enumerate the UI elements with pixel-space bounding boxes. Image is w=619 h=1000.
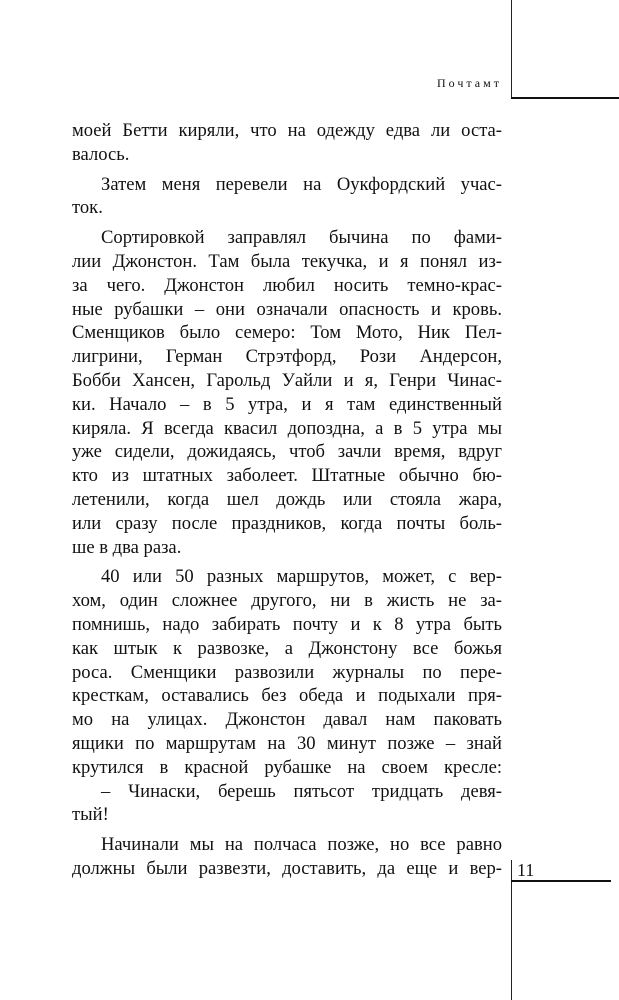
text-line: моей Бетти киряли, что на одежду едва ли оста- (72, 120, 502, 141)
text-line: за чего. Джонстон любил носить темно-крас- (72, 274, 502, 296)
text-line: ные рубашки – они означали опасность и кровь. (72, 298, 502, 320)
text-line: тый! (72, 804, 109, 826)
text-line: валось. (72, 143, 130, 165)
text-line: должны были развезти, доставить, да еще и вер- (72, 857, 502, 879)
text-line: летенили, когда шел дождь или стояла жара, (72, 488, 502, 510)
text-line: Бобби Хансен, Гарольд Уайли и я, Генри Чинас- (72, 369, 502, 391)
text-line: ток. (72, 197, 103, 219)
text-line: роса. Сменщики развозили журналы по пере- (72, 661, 502, 683)
text-line: – Чинаски, берешь пятьсот тридцать девя- (101, 780, 502, 802)
page-number: 11 (517, 860, 535, 880)
text-line: ящики по маршрутам на 30 минут позже – знай (72, 732, 502, 754)
text-line: Сортировкой заправлял бычина по фами- (101, 227, 502, 249)
text-line: помнишь, надо забирать почту и к 8 утра быть (72, 613, 502, 635)
text-line: или сразу после праздников, когда почты боль- (72, 512, 502, 534)
text-line: мо на улицах. Джонстон давал нам паковать (72, 709, 502, 731)
text-line: лигрини, Герман Стрэтфорд, Рози Андерсон, (72, 346, 502, 368)
text-line: кто из штатных заболеет. Штатные обычно бю- (72, 465, 502, 487)
text-line: ки. Начало – в 5 утра, и я там единственный (72, 393, 502, 415)
text-line: Сменщиков было семеро: Том Мото, Ник Пел- (72, 322, 502, 344)
header-rule (511, 97, 619, 99)
text-line: как штык к развозке, а Джонстону все божья (72, 637, 502, 659)
text-line: 40 или 50 разных маршрутов, может, с вер- (101, 566, 502, 588)
text-line: ше в два раза. (72, 536, 182, 558)
text-line: крутился в красной рубашке на своем кресле: (72, 756, 502, 778)
text-line: киряла. Я всегда квасил допоздна, а в 5 утра мы (72, 417, 502, 439)
body-text (72, 119, 502, 881)
text-line: уже сидели, дожидаясь, чтоб зачли время, вдруг (72, 441, 502, 463)
top-vertical-rule (511, 0, 512, 98)
text-line: Затем меня перевели на Оукфордский учас- (101, 173, 502, 195)
text-line: Начинали мы на полчаса позже, но все равно (101, 834, 502, 856)
text-line: хом, один сложнее другого, ни в жисть не за- (72, 590, 502, 612)
text-line: лии Джонстон. Там была текучка, и я понял из- (72, 250, 502, 272)
text-line: кресткам, оставались без обеда и подыхали пря- (72, 685, 502, 707)
running-head: Почтамт (437, 76, 502, 90)
